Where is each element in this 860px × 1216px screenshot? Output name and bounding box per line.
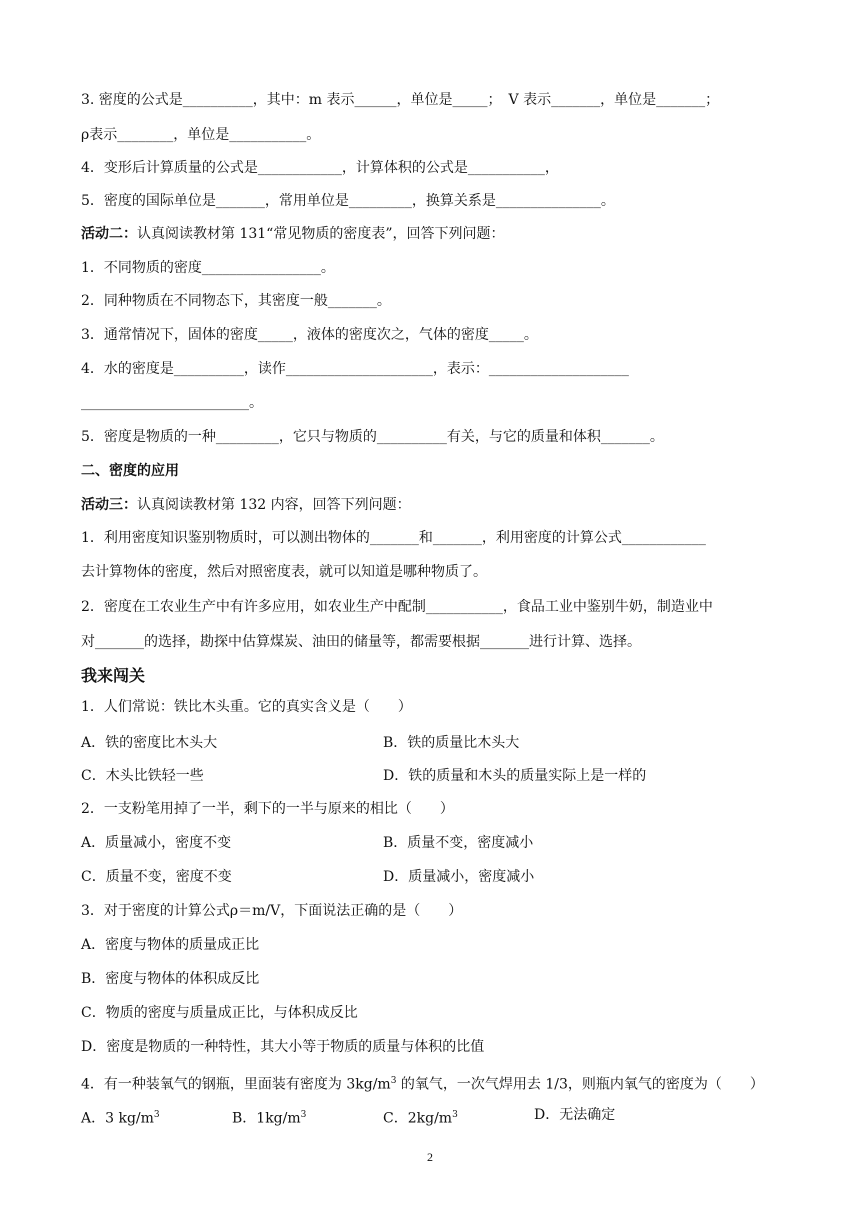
activity-heading — [81, 224, 781, 244]
fill-in-line: ρ表示________，单位是___________。 — [81, 127, 321, 143]
option-c: C．物质的密度与质量成正比，与体积成反比 — [81, 1005, 358, 1021]
option-b — [232, 1105, 306, 1129]
quiz-title: 我来闯关 — [81, 666, 146, 685]
option-d: D．密度是物质的一种特性，其大小等于物质的质量与体积的比值 — [81, 1039, 485, 1055]
page-number: 2 — [427, 1150, 433, 1164]
option-a: A．密度与物体的质量成正比 — [81, 937, 260, 953]
option-c — [383, 1105, 458, 1129]
activity-text: 认真阅读教材第 132 内容，回答下列问题： — [137, 497, 411, 513]
question-stem: 1．人们常说：铁比木头重。它的真实含义是（ ） — [81, 699, 412, 715]
question-line: 去计算物体的密度，然后对照密度表，就可以知道是哪种物质了。 — [81, 564, 487, 580]
question-line: 1．利用密度知识鉴别物质时，可以测出物体的_______和_______，利用密度的计算公式____________ — [81, 530, 706, 546]
option-b: B．铁的质量比木头大 — [383, 735, 520, 751]
fill-in-line: 5．密度的国际单位是_______，常用单位是_________，换算关系是_______________。 — [81, 193, 615, 209]
stem-text: 的氧气，一次气焊用去 1/3，则瓶内氧气的密度为（ ） — [396, 1076, 764, 1093]
question-line: 2．同种物质在不同物态下，其密度一般_______。 — [81, 293, 391, 309]
question-line: ________________________。 — [81, 395, 263, 411]
question-line: 2．密度在工农业生产中有许多应用，如农业生产中配制___________，食品工业中鉴别牛奶，制造业中 — [81, 599, 713, 615]
superscript: 3 — [390, 1076, 397, 1086]
question-stem: 2．一支粉笔用掉了一半，剩下的一半与原来的相比（ ） — [81, 801, 454, 817]
option-c: C．质量不变，密度不变 — [81, 869, 232, 885]
question-line: 4．水的密度是__________，读作_____________________，表示：____________________ — [81, 361, 629, 377]
activity-label: 活动三： — [81, 497, 137, 513]
question-line: 1．不同物质的密度_________________。 — [81, 260, 335, 276]
section-heading: 二、密度的应用 — [81, 463, 179, 479]
option-b: B．质量不变，密度减小 — [383, 835, 534, 851]
superscript: 3 — [452, 1110, 458, 1120]
option-a: A．铁的密度比木头大 — [81, 735, 218, 751]
option-c: C．木头比铁轻一些 — [81, 768, 204, 784]
fill-in-line: 3. 密度的公式是__________，其中：m 表示______，单位是_____； V 表示_______，单位是_______； — [81, 92, 720, 108]
question-stem — [81, 1071, 781, 1095]
option-text: B．1kg/m — [232, 1110, 301, 1127]
fill-in-line: 4．变形后计算质量的公式是____________，计算体积的公式是___________， — [81, 160, 559, 176]
activity-text: 认真阅读教材第 131“常见物质的密度表”，回答下列问题： — [137, 226, 505, 242]
option-d: D．无法确定 — [534, 1107, 616, 1123]
activity-label: 活动二： — [81, 226, 137, 242]
activity-heading — [81, 495, 781, 515]
question-stem: 3．对于密度的计算公式ρ＝m/V，下面说法正确的是（ ） — [81, 903, 463, 919]
superscript: 3 — [300, 1110, 307, 1120]
superscript: 3 — [153, 1110, 160, 1120]
option-text: C．2kg/m — [383, 1110, 453, 1127]
option-a: A．质量减小，密度不变 — [81, 835, 232, 851]
option-b: B．密度与物体的体积成反比 — [81, 971, 260, 987]
option-a — [81, 1105, 160, 1129]
option-d: D．质量减小，密度减小 — [383, 869, 535, 885]
stem-text: 4．有一种装氧气的钢瓶，里面装有密度为 3kg/m — [81, 1076, 391, 1093]
option-text: A．3 kg/m — [81, 1110, 154, 1127]
question-line: 5．密度是物质的一种_________，它只与物质的__________有关，与它的质量和体积_______。 — [81, 429, 664, 445]
question-line: 对_______的选择，勘探中估算煤炭、油田的储量等，都需要根据_______进行计算、选择。 — [81, 634, 641, 650]
option-d: D．铁的质量和木头的质量实际上是一样的 — [383, 768, 647, 784]
question-line: 3．通常情况下，固体的密度_____，液体的密度次之，气体的密度_____。 — [81, 327, 538, 343]
